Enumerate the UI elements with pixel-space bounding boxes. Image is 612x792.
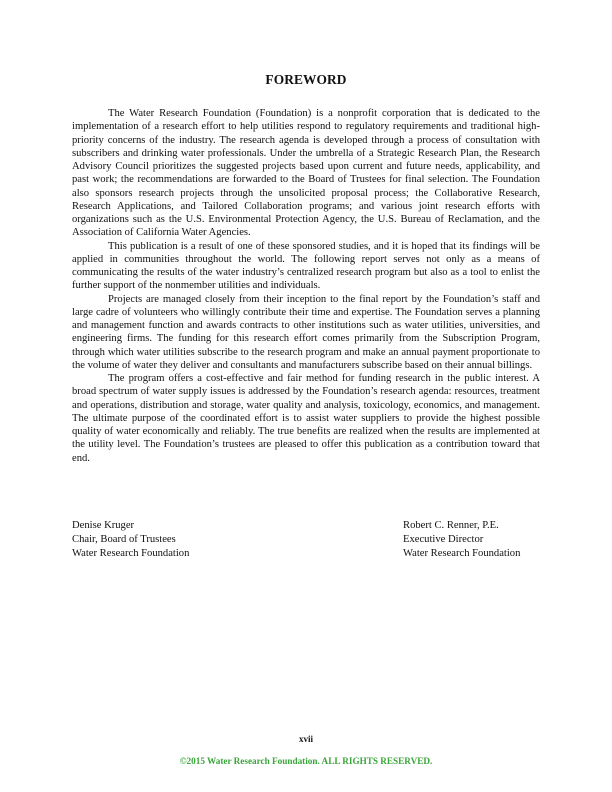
paragraph-intro: The Water Research Foundation (Foundation) is a nonprofit corporation that is dedicated to the implementation of a research effort to help utilities respond to regulatory requirements and traditional high-priority concerns of the industry. The research agenda is developed through a process of consultation with subscribers and drinking water professionals. Under the umbrella of a Strategic Research Plan, the Research Advisory Council prioritizes the suggested projects based upon current and future needs, applicability, and past work; the recommendations are forwarded to the Board of Trustees for final selection. The Foundation also sponsors research projects through the unsolicited proposal process; the Collaborative Research, Research Applications, and Tailored Collaboration programs; and various joint research efforts with organizations such as the U.S. Environmental Protection Agency, the U.S. Bureau of Reclamation, and the Association of California Water Agencies. <box>72 108 540 239</box>
foreword-body <box>72 107 540 465</box>
paragraph-publication: This publication is a result of one of these sponsored studies, and it is hoped that its findings will be applied in communities throughout the world. The following report serves not only as a means of communicating the results of the water industry’s centralized research program but also as a tool to enlist the further support of the nonmember utilities and individuals. <box>72 240 540 292</box>
paragraph-projects: Projects are managed closely from their inception to the final report by the Foundation’s staff and large cadre of volunteers who willingly contribute their time and expertise. The Foundation serves a planning and management function and awards contracts to other institutions such as water utilities, universities, and engineering firms. The funding for this research effort comes primarily from the Subscription Program, through which water utilities subscribe to the research program and make an annual payment proportionate to the volume of water they deliver and consultants and manufacturers subscribe based on their annual billings. <box>72 293 540 371</box>
signer-organization: Water Research Foundation <box>403 548 521 559</box>
signer-name: Denise Kruger <box>72 520 135 531</box>
page-number: xvii <box>298 734 313 744</box>
signer-title: Chair, Board of Trustees <box>72 534 176 545</box>
signer-title: Executive Director <box>403 534 484 545</box>
signer-name: Robert C. Renner, P.E. <box>403 520 499 531</box>
signer-organization: Water Research Foundation <box>72 548 190 559</box>
paragraph-program: The program offers a cost-effective and fair method for funding research in the public interest. A broad spectrum of water supply issues is addressed by the Foundation’s research agenda: resources, treatment and operations, distribution and storage, water quality and analysis, toxicology, economics, and management. The ultimate purpose of the coordinated effort is to assist water suppliers to provide the highest possible quality of water economically and reliably. The true benefits are realized when the results are implemented at the utility level. The Foundation’s trustees are pleased to offer this publication as a contribution toward that end. <box>72 373 540 464</box>
page-title: FOREWORD <box>265 72 347 87</box>
copyright-notice: ©2015 Water Research Foundation. ALL RIGHTS RESERVED. <box>179 756 433 766</box>
signature-block-director <box>403 519 520 561</box>
signature-block-chair <box>72 519 189 561</box>
